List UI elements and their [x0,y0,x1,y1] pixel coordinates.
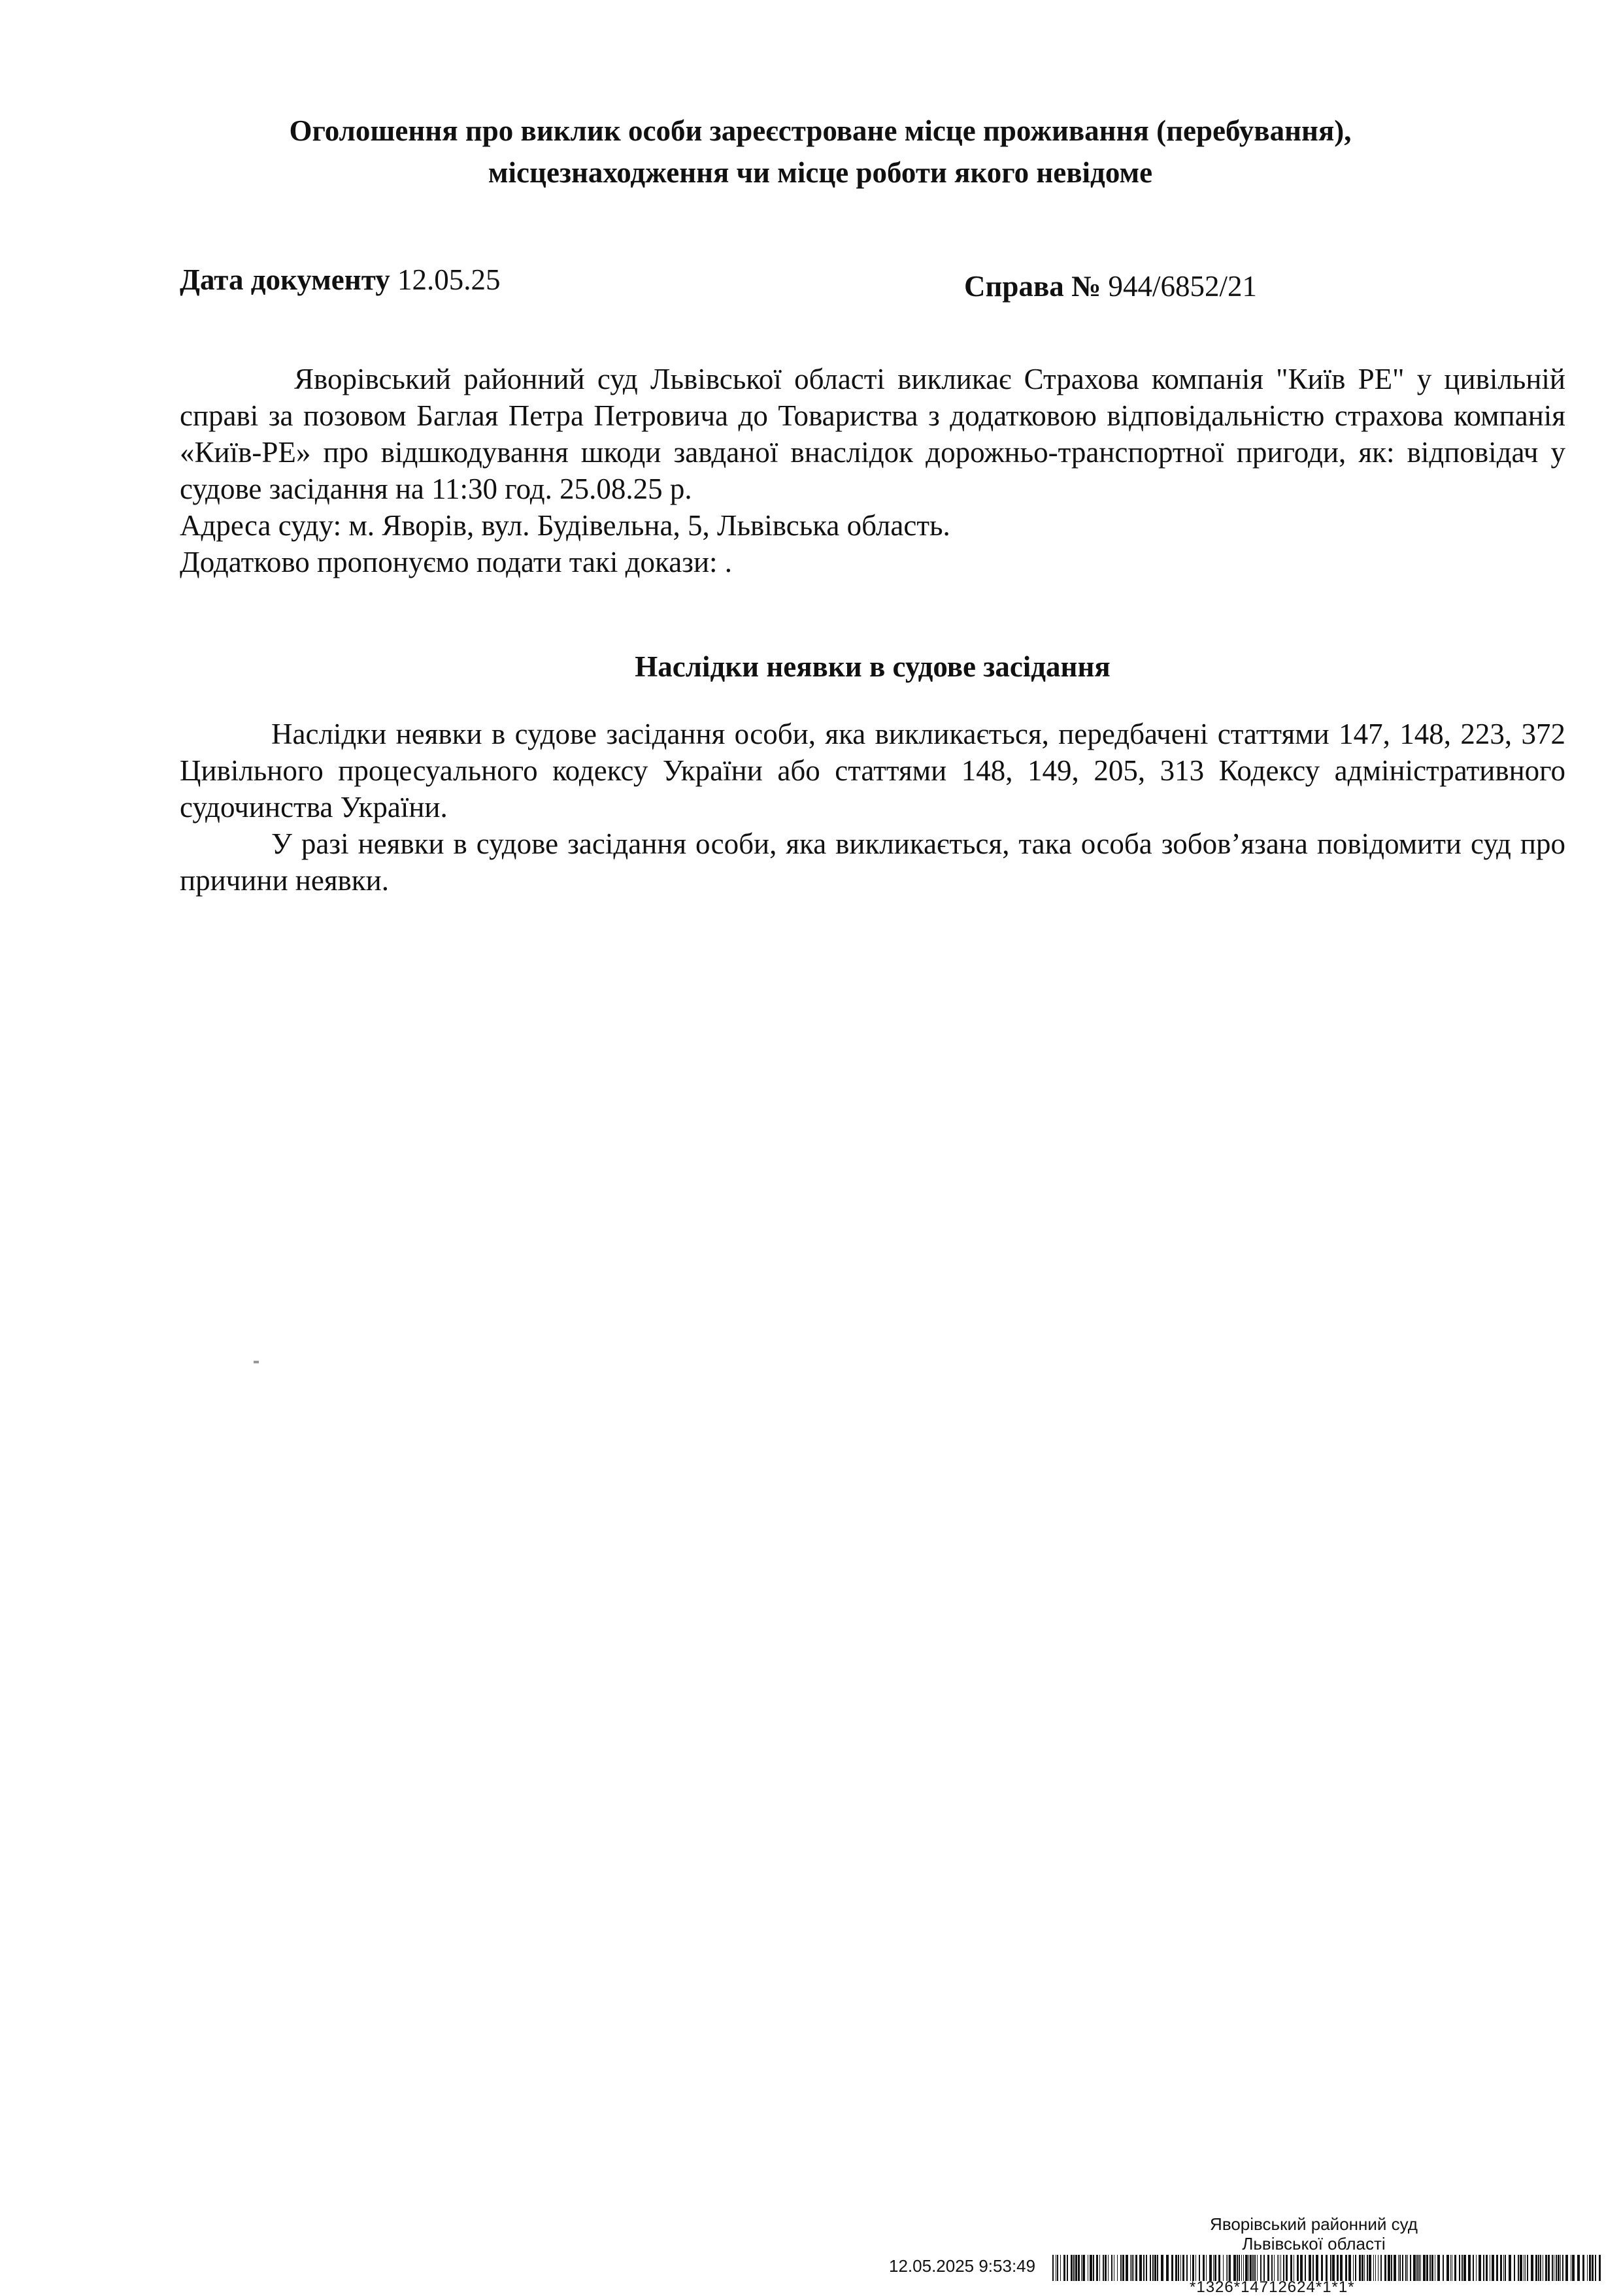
document-date-label: Дата документу [180,263,390,296]
barcode-bar [1572,2255,1575,2281]
barcode-bar [1071,2255,1073,2281]
barcode-bar [1078,2255,1080,2281]
barcode-bar [1520,2255,1522,2281]
barcode-bar [1082,2255,1085,2281]
barcode-bar [1067,2255,1068,2281]
barcode-bar [1407,2255,1408,2281]
barcode-bar [1290,2255,1292,2281]
barcode-bar [1332,2255,1335,2281]
barcode-bar [1423,2255,1426,2281]
barcode-bar [1233,2255,1236,2281]
barcode-bar [1190,2255,1191,2281]
barcode-text: *1326*14712624*1*1* [1190,2278,1355,2296]
barcode-bar [1057,2255,1058,2281]
barcode-bar [1223,2255,1224,2281]
barcode-bar [1473,2255,1474,2281]
consequences-paragraph-2: У разі неявки в судове засідання особи, яка викликається, така особа зобов’язана повідомити суд про причини неявки. [180,827,1565,897]
stamp-court-line-1: Яворівський районний суд [1210,2214,1418,2234]
barcode-bar [1161,2255,1163,2281]
barcode-bar [1486,2255,1488,2281]
notice-title-line-1: Оголошення про виклик особи зареєстроване місце проживання (перебування), [289,114,1352,147]
barcode-bar [1518,2255,1519,2281]
barcode-bar [1122,2255,1124,2281]
barcode-bar [1565,2255,1568,2281]
barcode-bar [1248,2255,1249,2281]
barcode-bar [1589,2255,1591,2281]
stamp-timestamp: 12.05.2025 9:53:49 [889,2256,1036,2276]
barcode-bar [1093,2255,1094,2281]
barcode-bar [1367,2255,1368,2281]
evidence-request: Додатково пропонуємо подати такі докази: . [180,546,733,578]
barcode-bar [1562,2255,1563,2281]
barcode-bar [1130,2255,1131,2281]
barcode-bar [1237,2255,1238,2281]
barcode-bar [1391,2255,1392,2281]
barcode-bar [1154,2255,1156,2281]
barcode [1052,2255,1601,2281]
barcode-bar [1348,2255,1351,2281]
barcode-bar [1595,2255,1596,2281]
consequences-heading: Наслідки неявки в судове засідання [635,650,1111,683]
barcode-bar [1479,2255,1481,2281]
barcode-bar [1090,2255,1092,2281]
barcode-bar [1277,2255,1278,2281]
barcode-bar [1133,2255,1134,2281]
barcode-bar [1280,2255,1281,2281]
barcode-bar [1398,2255,1399,2281]
barcode-bar [1075,2255,1077,2281]
barcode-bar [1060,2255,1061,2281]
barcode-bar [1500,2255,1502,2281]
barcode-bar [1476,2255,1477,2281]
barcode-bar [1531,2255,1533,2281]
barcode-bar [1592,2255,1594,2281]
barcode-bar [1081,2255,1082,2281]
barcode-bar [1525,2255,1526,2281]
barcode-bar [1538,2255,1539,2281]
barcode-bar [1250,2255,1252,2281]
barcode-bar [1245,2255,1248,2281]
barcode-bar [1459,2255,1460,2281]
notice-title-line-2: місцезнаходження чи місце роботи якого невідоме [488,156,1153,189]
barcode-bar [1443,2255,1444,2281]
barcode-bar [1263,2255,1265,2281]
registration-stamp [882,2209,1608,2296]
barcode-bar [1278,2255,1279,2281]
barcode-bar [1431,2255,1433,2281]
barcode-bar [1535,2255,1537,2281]
barcode-bar [1450,2255,1451,2281]
barcode-bar [1416,2255,1418,2281]
barcode-bar [1463,2255,1466,2281]
barcode-bar [1096,2255,1098,2281]
barcode-bar [1496,2255,1498,2281]
notice-title [176,110,1464,193]
barcode-bar [1527,2255,1528,2281]
barcode-bar [1226,2255,1227,2281]
barcode-bar [1271,2255,1273,2281]
barcode-bar [1388,2255,1390,2281]
barcode-bar [1378,2255,1379,2281]
barcode-bar [1552,2255,1553,2281]
barcode-bar [1139,2255,1142,2281]
barcode-bar [1321,2255,1323,2281]
barcode-bar [1556,2255,1557,2281]
barcode-bar [1195,2255,1196,2281]
barcode-bar [1577,2255,1580,2281]
case-number [964,267,1257,306]
barcode-bar [1394,2255,1396,2281]
barcode-bar [1152,2255,1154,2281]
barcode-bar [1117,2255,1118,2281]
barcode-bar [1073,2255,1075,2281]
barcode-bar [1108,2255,1109,2281]
barcode-bar [1260,2255,1262,2281]
barcode-bar [1330,2255,1331,2281]
scan-speck [254,1361,259,1363]
barcode-bar [1353,2255,1354,2281]
barcode-bar [1274,2255,1275,2281]
barcode-bar [1309,2255,1311,2281]
barcode-bar [1446,2255,1449,2281]
barcode-bar [1345,2255,1347,2281]
barcode-bar [1305,2255,1306,2281]
barcode-bar [1135,2255,1137,2281]
barcode-bar [1369,2255,1371,2281]
barcode-bar [1239,2255,1240,2281]
barcode-bar [1399,2255,1401,2281]
barcode-bar [1402,2255,1403,2281]
barcode-bar [1545,2255,1547,2281]
barcode-bar [1052,2255,1054,2281]
barcode-bar [1186,2255,1188,2281]
barcode-bar [1316,2255,1318,2281]
barcode-bar [1257,2255,1258,2281]
barcode-bar [1243,2255,1244,2281]
barcode-bar [1429,2255,1431,2281]
barcode-bar [1218,2255,1220,2281]
document-date [180,260,500,299]
barcode-bar [1214,2255,1216,2281]
barcode-bar [1203,2255,1205,2281]
summons-paragraph: Яворівський районний суд Львівської області викликає Страхова компанія "Київ РЕ" у цивільній справі за позовом Баглая Петра Петровича до Товариства з додатковою відповідальністю страхова компанія «Київ-РЕ» про відшкодування шкоди завданої внаслідок дорожньо-транспортної пригоди, як: відповідач у судове засідання на 11:30 год. 25.08.25 р. [180,363,1565,505]
barcode-bar [1175,2255,1177,2281]
barcode-bar [1063,2255,1065,2281]
barcode-bar [1483,2255,1484,2281]
case-number-label: Справа № [964,270,1101,303]
barcode-bar [1283,2255,1284,2281]
barcode-bar [1426,2255,1428,2281]
barcode-bar [1599,2255,1601,2281]
barcode-bar [1143,2255,1145,2281]
barcode-bar [1503,2255,1504,2281]
barcode-bar [1192,2255,1194,2281]
barcode-bar [1267,2255,1269,2281]
consequences-body [180,716,1565,899]
barcode-bar [1312,2255,1314,2281]
barcode-bar [1405,2255,1407,2281]
barcode-bar [1362,2255,1363,2281]
barcode-bar [1099,2255,1100,2281]
barcode-bar [1375,2255,1376,2281]
barcode-bar [1468,2255,1471,2281]
summons-body [180,361,1565,580]
barcode-bar [1337,2255,1339,2281]
barcode-bar [1131,2255,1133,2281]
case-number-value: 944/6852/21 [1108,270,1257,303]
barcode-bar [1252,2255,1254,2281]
barcode-bar [1560,2255,1561,2281]
barcode-bar [1413,2255,1416,2281]
barcode-bar [1514,2255,1515,2281]
barcode-bar [1254,2255,1256,2281]
barcode-bar [1157,2255,1158,2281]
barcode-bar [1420,2255,1421,2281]
barcode-bar [1359,2255,1361,2281]
barcode-bar [1206,2255,1207,2281]
court-address: Адреса суду: м. Яворів, вул. Будівельна, 5, Львівська область. [180,509,950,542]
document-date-value: 12.05.25 [397,263,501,296]
barcode-bar [1373,2255,1374,2281]
barcode-bar [1418,2255,1420,2281]
barcode-bar [1548,2255,1550,2281]
barcode-bar [1180,2255,1181,2281]
barcode-bar [1241,2255,1242,2281]
barcode-bar [1380,2255,1382,2281]
barcode-bar [1587,2255,1588,2281]
barcode-bar [1384,2255,1386,2281]
barcode-bar [1340,2255,1343,2281]
barcode-bar [1454,2255,1456,2281]
barcode-bar [1199,2255,1200,2281]
barcode-bar [1540,2255,1541,2281]
barcode-bar [1166,2255,1169,2281]
barcode-bar [1410,2255,1411,2281]
stamp-court-name [1196,2214,1431,2254]
barcode-bar [1111,2255,1112,2281]
barcode-bar [1120,2255,1122,2281]
barcode-bar [1492,2255,1494,2281]
barcode-bar [1229,2255,1231,2281]
barcode-bar [1462,2255,1463,2281]
barcode-bar [1213,2255,1214,2281]
barcode-bar [1509,2255,1511,2281]
barcode-bar [1558,2255,1560,2281]
barcode-bar [1150,2255,1151,2281]
barcode-bar [1326,2255,1328,2281]
barcode-bar [1505,2255,1506,2281]
barcode-bar [1146,2255,1147,2281]
barcode-bar [1355,2255,1356,2281]
barcode-bar [1300,2255,1303,2281]
consequences-paragraph-1: Наслідки неявки в судове засідання особи, яка викликається, передбачені статтями 147, 148, 223, 372 Цивільного процесуального кодексу України або статтями 148, 149, 205, 313 Кодексу адміністративного судочинства України. [180,718,1565,824]
barcode-bar [1364,2255,1365,2281]
barcode-bar [1182,2255,1184,2281]
barcode-bar [1437,2255,1440,2281]
stamp-court-line-2: Львівської області [1242,2234,1386,2254]
barcode-bar [1582,2255,1584,2281]
barcode-bar [1209,2255,1212,2281]
barcode-bar [1178,2255,1179,2281]
barcode-bar [1105,2255,1107,2281]
barcode-bar [1171,2255,1173,2281]
barcode-bar [1286,2255,1288,2281]
barcode-bar [1103,2255,1104,2281]
barcode-bar [1297,2255,1299,2281]
barcode-bar [1126,2255,1128,2281]
